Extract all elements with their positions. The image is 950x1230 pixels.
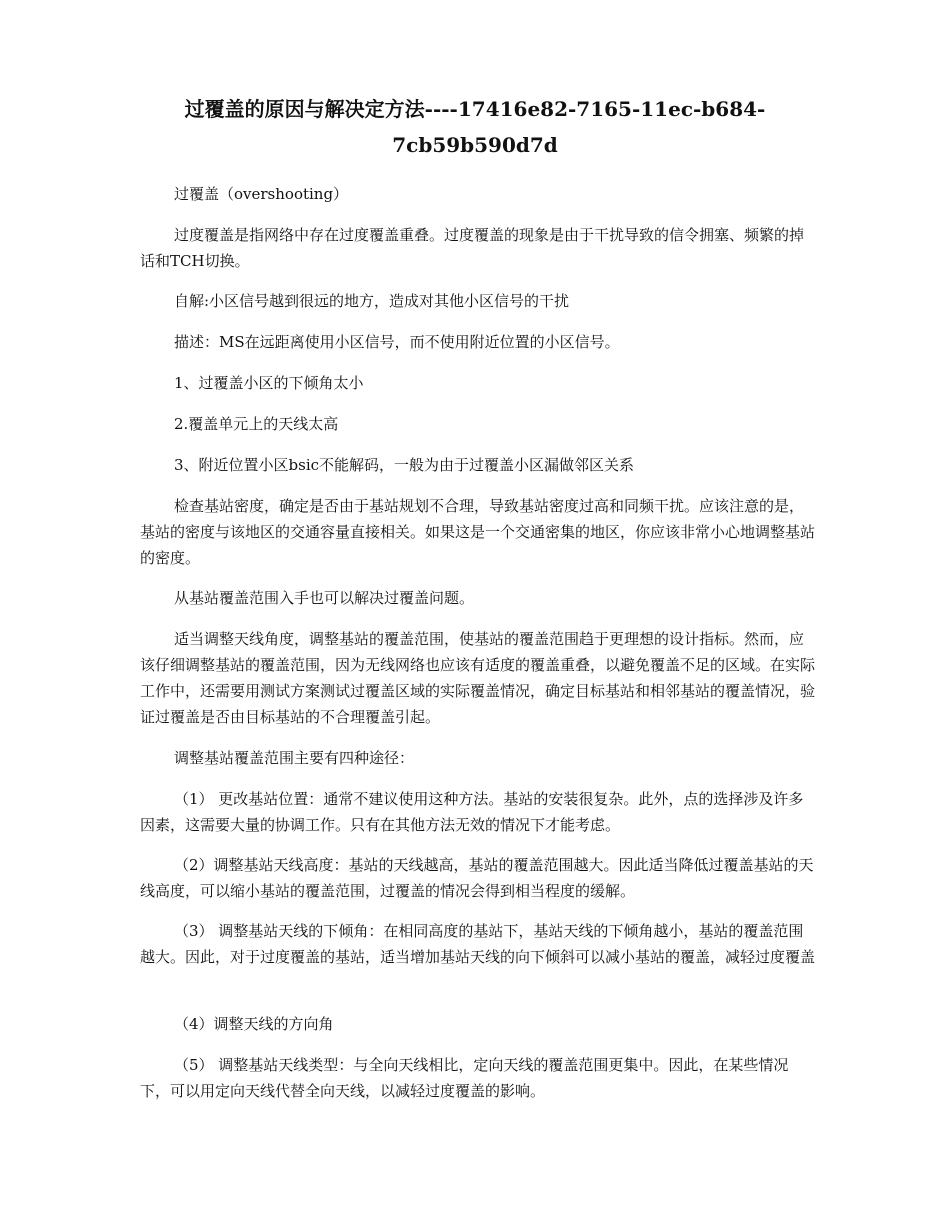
title-line-2: 7cb59b590d7d xyxy=(392,133,558,157)
paragraph-four-methods: 调整基站覆盖范围主要有四种途径： xyxy=(174,749,415,767)
paragraph-cause-1: 1、过覆盖小区的下倾角太小 xyxy=(174,374,364,392)
paragraph-cause-3: 3、附近位置小区bsic不能解码，一般为由于过覆盖小区漏做邻区关系 xyxy=(174,456,635,474)
paragraph-overshooting-heading: 过覆盖（overshooting） xyxy=(174,185,349,203)
paragraph-method-4: （4）调整天线的方向角 xyxy=(174,1015,334,1033)
paragraph-method-2: （2）调整基站天线高度：基站的天线越高，基站的覆盖范围越大。因此适当降低过覆盖基站的天线高度，可以缩小基站的覆盖范围，过覆盖的情况会得到相当程度的缓解。 xyxy=(140,856,814,900)
paragraph-cause-2: 2.覆盖单元上的天线太高 xyxy=(174,415,339,433)
paragraph-coverage-approach: 从基站覆盖范围入手也可以解决过覆盖问题。 xyxy=(174,589,475,607)
paragraph-adjust-antenna: 适当调整天线角度，调整基站的覆盖范围，使基站的覆盖范围趋于更理想的设计指标。然而，应该仔细调整基站的覆盖范围，因为无线网络也应该有适度的覆盖重叠，以避免覆盖不足的区域。在实际工作中，还需要用测试方案测试过覆盖区域的实际覆盖情况，确定目标基站和相邻基站的覆盖情况，验证过覆盖是否由目标基站的不合理覆盖引起。 xyxy=(140,630,816,726)
title-line-1: 过覆盖的原因与解决定方法----17416e82-7165-11ec-b684- xyxy=(184,97,766,121)
paragraph-check-density: 检查基站密度，确定是否由于基站规划不合理，导致基站密度过高和同频干扰。应该注意的是，基站的密度与该地区的交通容量直接相关。如果这是一个交通密集的地区，你应该非常小心地调整基站的密度。 xyxy=(140,497,816,567)
paragraph-description: 描述：MS在远距离使用小区信号，而不使用附近位置的小区信号。 xyxy=(174,333,620,351)
paragraph-self-explanation: 自解:小区信号越到很远的地方，造成对其他小区信号的干扰 xyxy=(174,292,570,310)
paragraph-definition: 过度覆盖是指网络中存在过度覆盖重叠。过度覆盖的现象是由于干扰导致的信令拥塞、频繁的掉话和TCH切换。 xyxy=(140,226,805,270)
paragraph-method-5: （5） 调整基站天线类型：与全向天线相比，定向天线的覆盖范围更集中。因此，在某些情况下，可以用定向天线代替全向天线，以减轻过度覆盖的影响。 xyxy=(140,1056,789,1100)
paragraph-method-1: （1） 更改基站位置：通常不建议使用这种方法。基站的安装很复杂。此外，点的选择涉及许多因素，这需要大量的协调工作。只有在其他方法无效的情况下才能考虑。 xyxy=(140,790,804,834)
paragraph-method-3: （3） 调整基站天线的下倾角：在相同高度的基站下，基站天线的下倾角越小，基站的覆盖范围越大。因此，对于过度覆盖的基站，适当增加基站天线的向下倾斜可以减小基站的覆盖，减轻过度覆盖 xyxy=(140,922,816,966)
